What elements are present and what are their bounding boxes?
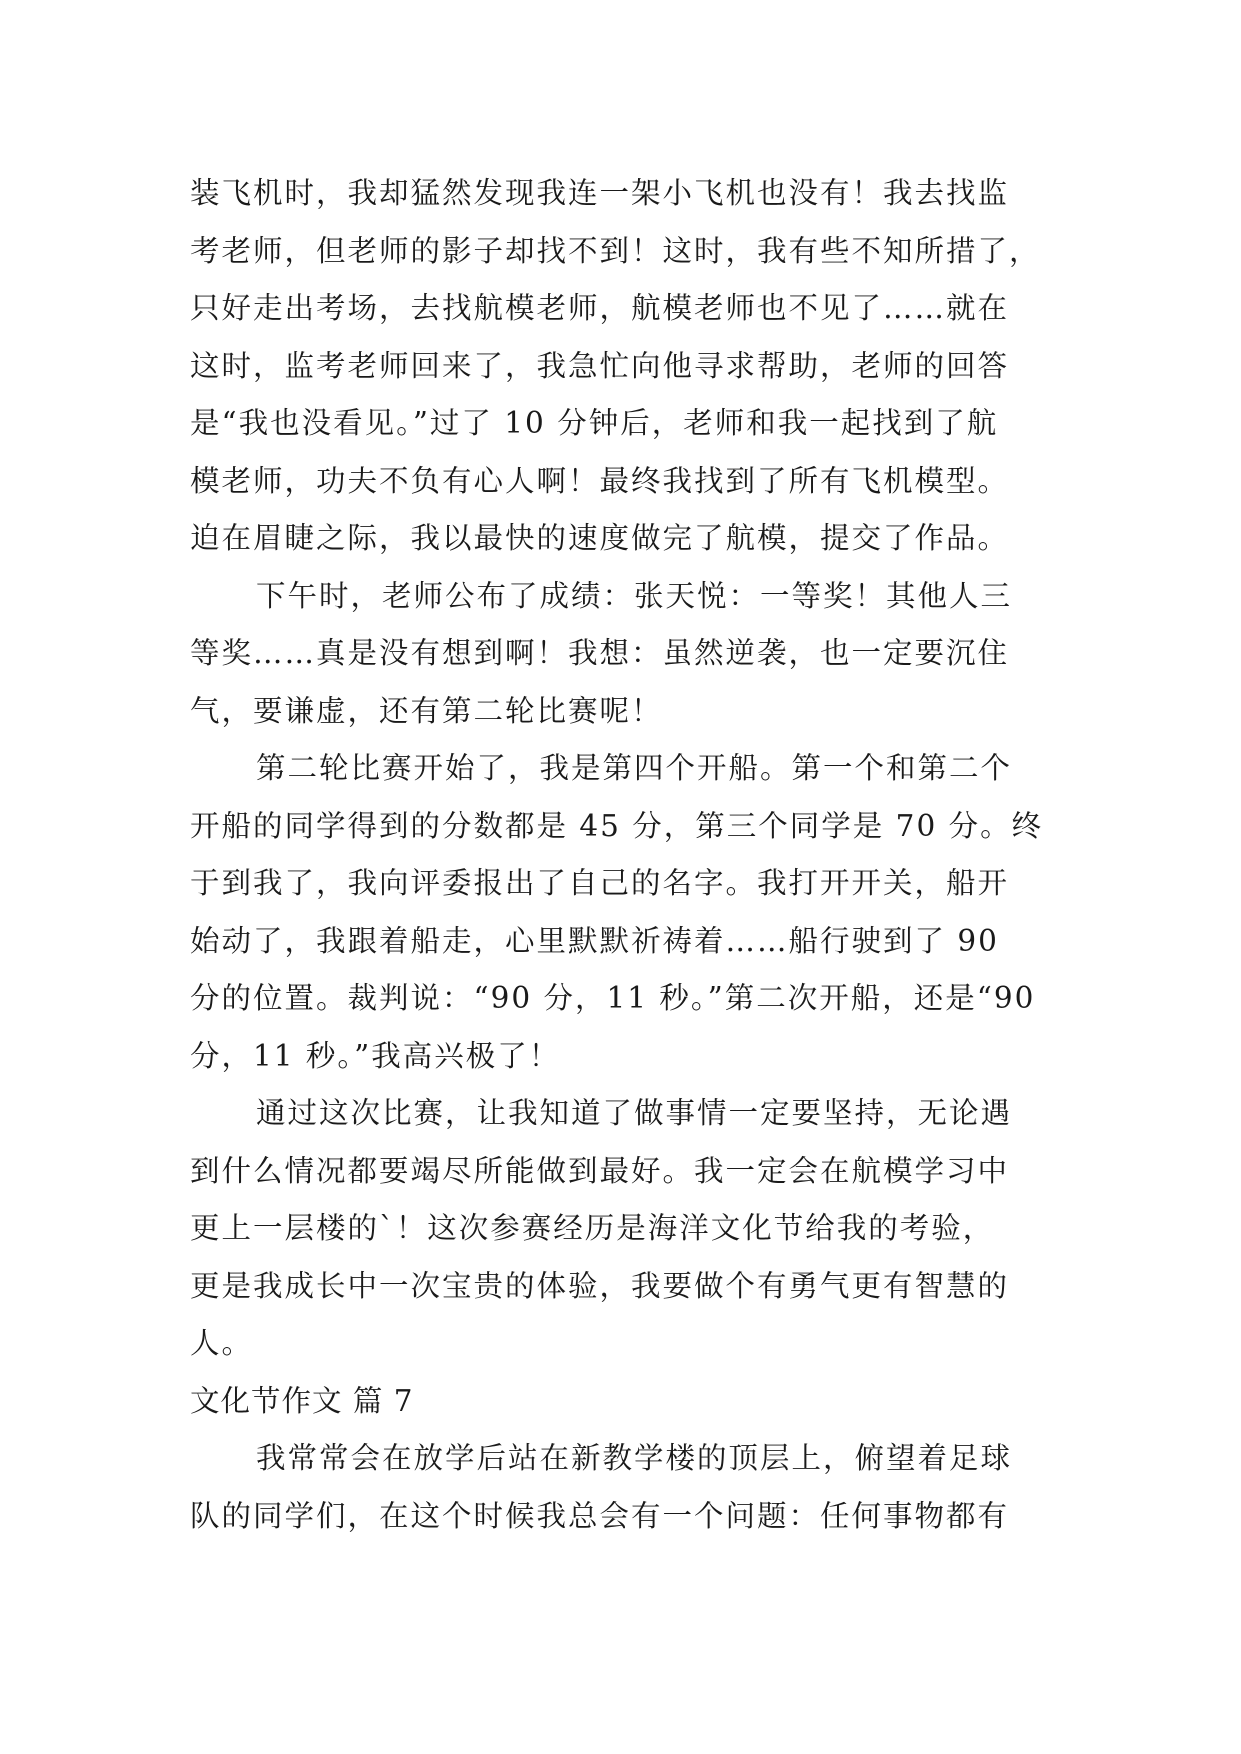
text-line: 于到我了，我向评委报出了自己的名字。我打开开关，船开 (190, 866, 1010, 900)
text-line: 这时，监考老师回来了，我急忙向他寻求帮助，老师的回答 (190, 348, 1010, 383)
text-line: 分，11 秒。”我高兴极了！ (190, 1038, 561, 1073)
text-line: 迫在眉睫之际，我以最快的速度做完了航模，提交了作品。 (190, 521, 1010, 555)
text-line: 人。 (190, 1326, 254, 1360)
text-line: 到什么情况都要竭尽所能做到最好。我一定会在航模学习中 (190, 1153, 1010, 1188)
text-line: 队的同学们，在这个时候我总会有一个问题：任何事物都有 (190, 1498, 1010, 1533)
paragraph-first-line: 下午时，老师公布了成绩：张天悦：一等奖！其他人三 (256, 578, 1013, 613)
text-line: 考老师，但老师的影子却找不到！这时，我有些不知所措了， (190, 233, 1041, 268)
text-line: 只好走出考场，去找航模老师，航模老师也不见了……就在 (190, 291, 1010, 325)
paragraph-first-line: 第二轮比赛开始了，我是第四个开船。第一个和第二个 (256, 751, 1013, 785)
text-line: 等奖……真是没有想到啊！我想：虽然逆袭，也一定要沉住 (190, 636, 1010, 670)
document-body (190, 165, 1090, 1545)
text-line: 模老师，功夫不负有心人啊！最终我找到了所有飞机模型。 (190, 463, 1010, 498)
section-heading: 文化节作文 篇 7 (190, 1383, 414, 1418)
text-line: 分的位置。裁判说：“90 分，11 秒。”第二次开船，还是“90 (190, 981, 1036, 1015)
text-line: 更是我成长中一次宝贵的体验，我要做个有勇气更有智慧的 (190, 1268, 1010, 1303)
paragraph-first-line: 通过这次比赛，让我知道了做事情一定要坚持，无论遇 (256, 1096, 1013, 1130)
text-line: 始动了，我跟着船走，心里默默祈祷着……船行驶到了 90 (190, 923, 999, 958)
text-line: 开船的同学得到的分数都是 45 分，第三个同学是 70 分。终 (190, 808, 1044, 843)
paragraph-first-line: 我常常会在放学后站在新教学楼的顶层上，俯望着足球 (256, 1441, 1013, 1475)
text-line: 气，要谦虚，还有第二轮比赛呢！ (190, 693, 663, 728)
text-line: 装飞机时，我却猛然发现我连一架小飞机也没有！我去找监 (190, 176, 1010, 210)
text-line: 是“我也没看见。”过了 10 分钟后，老师和我一起找到了航 (190, 406, 999, 440)
text-line: 更上一层楼的`！这次参赛经历是海洋文化节给我的考验， (190, 1211, 995, 1245)
